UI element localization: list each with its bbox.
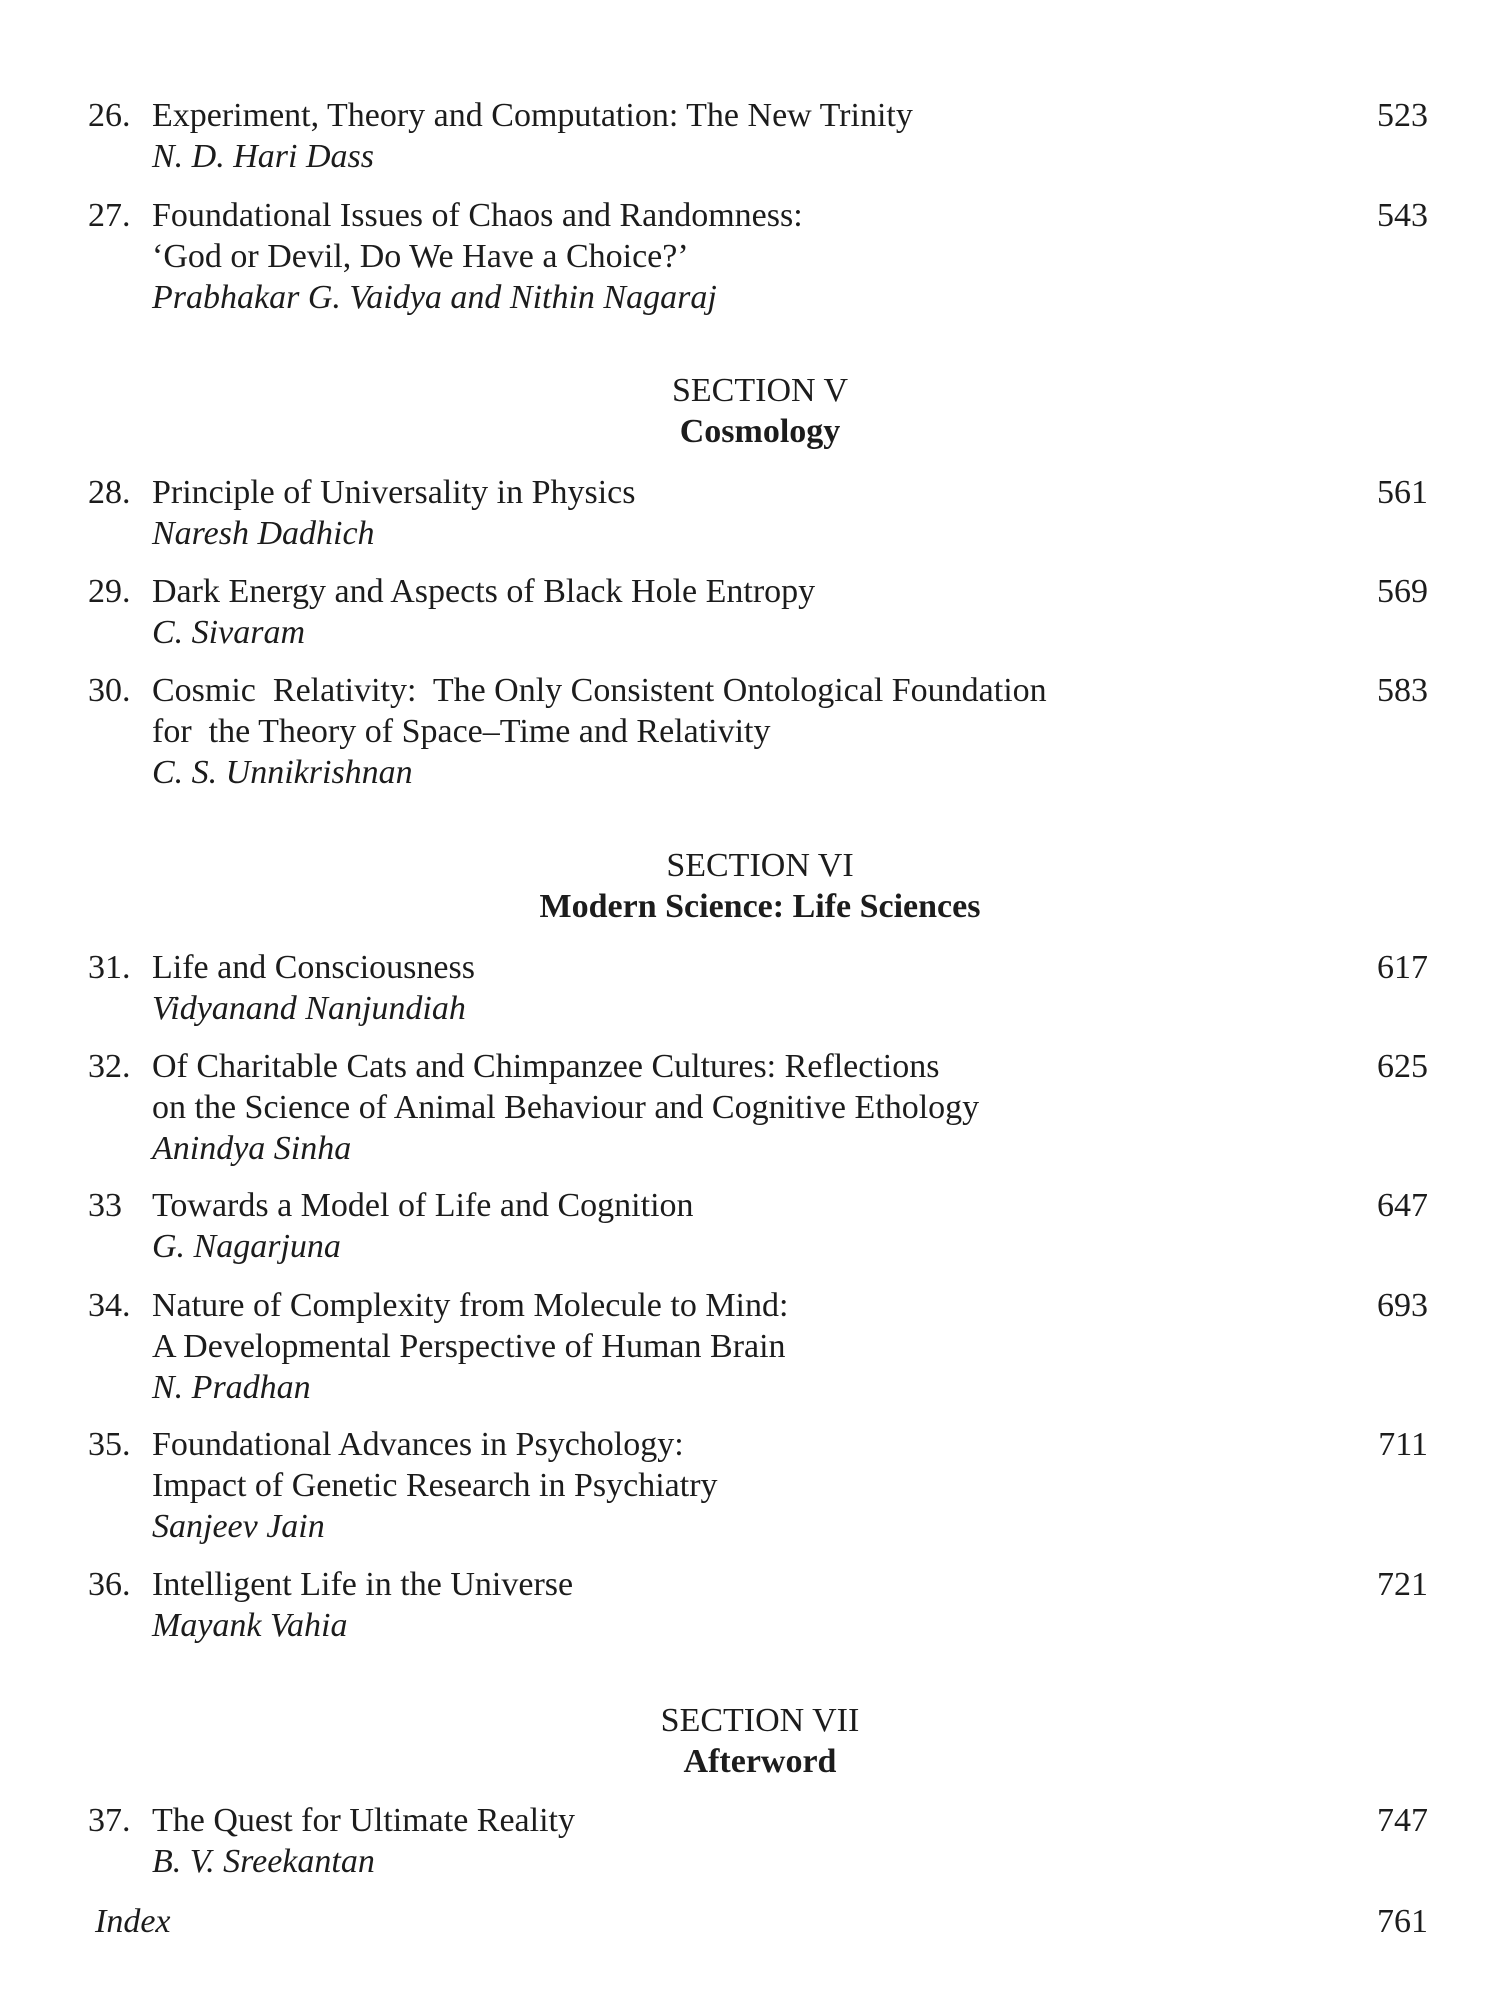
section-heading [0,370,1500,452]
entry-number: 33 [88,1187,122,1224]
entry-title: Nature of Complexity from Molecule to Mind: [152,1287,789,1324]
entry-title: Foundational Advances in Psychology: [152,1426,684,1463]
entry-page-number: 583 [1377,672,1428,709]
entry-page-number: 523 [1377,97,1428,134]
entry-number: 32. [88,1048,131,1085]
entry-number: 27. [88,197,131,234]
entry-author: Sanjeev Jain [152,1508,325,1545]
entry-title: Experiment, Theory and Computation: The New Trinity [152,97,913,134]
toc-entry [88,1285,1428,1408]
entry-title: Intelligent Life in the Universe [152,1566,574,1603]
entry-author: Naresh Dadhich [152,515,375,552]
entry-number: 34. [88,1287,131,1324]
entry-title-continued: Impact of Genetic Research in Psychiatry [152,1467,718,1504]
entry-title: Cosmic Relativity: The Only Consistent Ontological Foundation [152,672,1047,709]
entry-title: Foundational Issues of Chaos and Randomness: [152,197,803,234]
entry-number: 37. [88,1802,131,1839]
toc-entry [88,947,1428,1029]
section-label: SECTION VI [666,847,854,884]
entry-title: Of Charitable Cats and Chimpanzee Cultures: Reflections [152,1048,940,1085]
entry-title-continued: for the Theory of Space–Time and Relativity [152,713,771,750]
toc-entry [88,472,1428,554]
index-entry [95,1901,1428,1942]
entry-author: N. D. Hari Dass [152,138,374,175]
entry-author: C. S. Unnikrishnan [152,754,413,791]
entry-page-number: 711 [1378,1426,1428,1463]
entry-title-continued: on the Science of Animal Behaviour and Cognitive Ethology [152,1089,980,1126]
entry-page-number: 647 [1377,1187,1428,1224]
section-title: Afterword [683,1743,837,1780]
section-heading [0,845,1500,927]
entry-page-number: 561 [1377,474,1428,511]
entry-number: 31. [88,949,131,986]
entry-author: Vidyanand Nanjundiah [152,990,466,1027]
entry-author: B. V. Sreekantan [152,1843,375,1880]
toc-entry [88,1564,1428,1646]
toc-entry [88,1046,1428,1169]
entry-author: G. Nagarjuna [152,1228,341,1265]
entry-title-continued: ‘God or Devil, Do We Have a Choice?’ [152,238,689,275]
entry-title: Towards a Model of Life and Cognition [152,1187,694,1224]
entry-number: 28. [88,474,131,511]
entry-number: 26. [88,97,131,134]
entry-title-continued: A Developmental Perspective of Human Brain [152,1328,786,1365]
toc-entry [88,1185,1428,1267]
toc-entry [88,1800,1428,1882]
toc-entry [88,1424,1428,1547]
entry-page-number: 721 [1377,1566,1428,1603]
entry-number: 36. [88,1566,131,1603]
section-label: SECTION V [672,372,848,409]
entry-author: Mayank Vahia [152,1607,348,1644]
entry-title: Dark Energy and Aspects of Black Hole Entropy [152,573,816,610]
section-title: Modern Science: Life Sciences [539,888,981,925]
entry-title: Principle of Universality in Physics [152,474,636,511]
entry-number: 30. [88,672,131,709]
entry-author: C. Sivaram [152,614,305,651]
entry-title: Life and Consciousness [152,949,475,986]
section-heading [0,1700,1500,1782]
entry-page-number: 569 [1377,573,1428,610]
index-label: Index [95,1903,171,1940]
entry-page-number: 625 [1377,1048,1428,1085]
entry-number: 35. [88,1426,131,1463]
toc-entry [88,95,1428,177]
entry-author: Anindya Sinha [152,1130,352,1167]
toc-entry [88,195,1428,318]
entry-page-number: 747 [1377,1802,1428,1839]
entry-author: N. Pradhan [152,1369,311,1406]
entry-author: Prabhakar G. Vaidya and Nithin Nagaraj [152,279,717,316]
toc-entry [88,670,1428,793]
toc-entry [88,571,1428,653]
section-label: SECTION VII [660,1702,860,1739]
section-title: Cosmology [679,413,841,450]
entry-number: 29. [88,573,131,610]
entry-page-number: 543 [1377,197,1428,234]
entry-title: The Quest for Ultimate Reality [152,1802,575,1839]
index-page-number: 761 [1377,1903,1428,1940]
entry-page-number: 693 [1377,1287,1428,1324]
entry-page-number: 617 [1377,949,1428,986]
